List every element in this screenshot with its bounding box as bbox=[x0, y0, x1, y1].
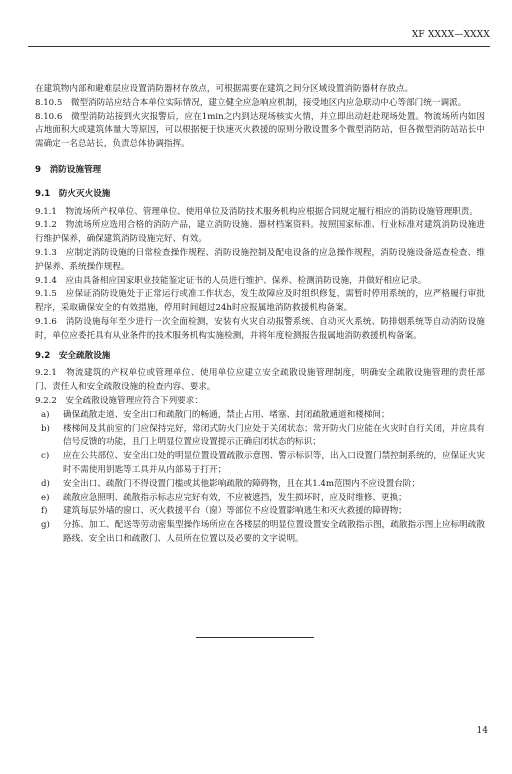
list-item-label: e) bbox=[41, 492, 50, 503]
clause-9-1-5: 9.1.5 应保证消防设施处于正常运行或准工作状态，发生故障应及时组织修复，需暂时停用系统的，应严格履行审批程序，采取确保安全的有效措施，停用时间超过24h时应报属地消防救援机构备案。 bbox=[35, 289, 485, 314]
end-of-text-rule bbox=[196, 637, 314, 638]
list-item-label: d) bbox=[41, 478, 50, 489]
paragraph-continued: 在建筑物内部和避难层应设置消防器材存放点，可根据需要在建筑之间分区域设置消防器材存放点。 bbox=[35, 84, 414, 94]
list-item-text: 建筑每层外墙的窗口、灭火救援平台（窗）等部位不应设置影响逃生和灭火救援的障碍物； bbox=[63, 506, 407, 517]
clause-9-2-2: 9.2.2 安全疏散设施管理应符合下列要求： bbox=[35, 395, 203, 406]
list-item bbox=[35, 519, 485, 547]
list-item-text: 疏散应急照明、疏散指示标志应完好有效，不应被遮挡，发生损坏时，应及时维修、更换； bbox=[63, 492, 407, 503]
list-item bbox=[35, 478, 485, 492]
clause-9-1-2: 9.1.2 物流场所应选用合格的消防产品，建立消防设施、器材档案资料。按照国家标准、行业标准对建筑消防设施进行维护保养，确保建筑消防设施完好、有效。 bbox=[35, 220, 485, 245]
list-item-label: g) bbox=[41, 520, 50, 531]
section-heading-9: 9 消防设施管理 bbox=[35, 164, 102, 175]
requirements-list bbox=[35, 409, 485, 547]
list-item-label: a) bbox=[41, 409, 50, 420]
list-item bbox=[35, 423, 485, 451]
clause-8-10-5: 8.10.5 微型消防站应结合本单位实际情况，建立健全应急响应机制，接受地区内应急联动中心等部门统一调派。 bbox=[35, 97, 467, 108]
list-item-text: 楼梯间及其前室的门应保持完好，常闭式防火门应处于关闭状态；常开防火门应能在火灾时自行关闭，并应具有信号反馈的功能，且门上明显位置应设置提示正确启闭状态的标识； bbox=[63, 423, 485, 448]
list-item bbox=[35, 450, 485, 478]
list-item-text: 应在公共部位、安全出口处的明显位置设置疏散示意图、警示标识等，出入口设置门禁控制系统的，应保证火灾时不需使用钥匙等工具并从内部易于打开； bbox=[63, 451, 485, 475]
list-item bbox=[35, 505, 485, 519]
list-item bbox=[35, 492, 485, 506]
subsection-heading-9-2: 9.2 安全疏散设施 bbox=[35, 350, 111, 361]
list-item-label: f) bbox=[41, 506, 48, 517]
clause-9-1-1: 9.1.1 物流场所产权单位、管理单位、使用单位及消防技术服务机构应根据合同规定履行相应的消防设施管理职责。 bbox=[35, 206, 478, 217]
clause-9-1-6: 9.1.6 消防设施每年至少进行一次全面检测，安装有火灾自动报警系统、自动灭火系统、防排烟系统等自动消防设施时，单位应委托具有从业条件的技术服务机构实施检测，并将年度检测报告报属地消防救援机构备案。 bbox=[35, 316, 485, 341]
clause-9-1-4: 9.1.4 应由具备相应国家职业技能鉴定证书的人员进行维护、保养、检测消防设施，并做好相应记录。 bbox=[35, 275, 427, 286]
header-divider bbox=[28, 46, 490, 47]
clause-9-2-1: 9.2.1 物流建筑的产权单位或管理单位、使用单位应建立安全疏散设施管理制度，明确安全疏散设施管理的责任部门、责任人和安全疏散设施的检查内容、要求。 bbox=[35, 368, 485, 393]
list-item-text: 分拣、加工、配送等劳动密集型操作场所应在各楼层的明显位置设置安全疏散指示图，疏散指示图上应标明疏散路线、安全出口和疏散门、人员所在位置以及必要的文字说明。 bbox=[63, 520, 485, 544]
list-item-label: b) bbox=[41, 423, 50, 434]
clause-9-1-3: 9.1.3 应制定消防设施的日常检查操作规程、消防设施控制及配电设备的应急操作规程，消防设施设备巡查检查、维护保养、系统操作规程。 bbox=[35, 247, 485, 272]
clause-8-10-6: 8.10.6 微型消防站接到火灾报警后，应在1min之内到达现场核实火情，并立即出动赶赴现场处置。物流场所内如因占地面积大或建筑体量大等原因，可以根据便于快速灭火救援的原则分散设置多个微型消防站，但各微型消防站站长中需确定一名总站长，负责总体协调指挥。 bbox=[35, 111, 485, 150]
list-item-text: 确保疏散走道、安全出口和疏散门的畅通，禁止占用、堵塞、封闭疏散通道和楼梯间； bbox=[63, 409, 390, 420]
page-number: 14 bbox=[476, 726, 488, 736]
document-body bbox=[35, 83, 485, 547]
list-item-label: c) bbox=[41, 451, 50, 462]
standard-code: XF XXXX—XXXX bbox=[411, 30, 490, 40]
list-item bbox=[35, 409, 485, 423]
list-item-text: 安全出口、疏散门不得设置门槛或其他影响疏散的障碍物，且在其1.4m范围内不应设置台阶； bbox=[63, 478, 420, 489]
subsection-heading-9-1: 9.1 防火灭火设施 bbox=[35, 188, 111, 199]
